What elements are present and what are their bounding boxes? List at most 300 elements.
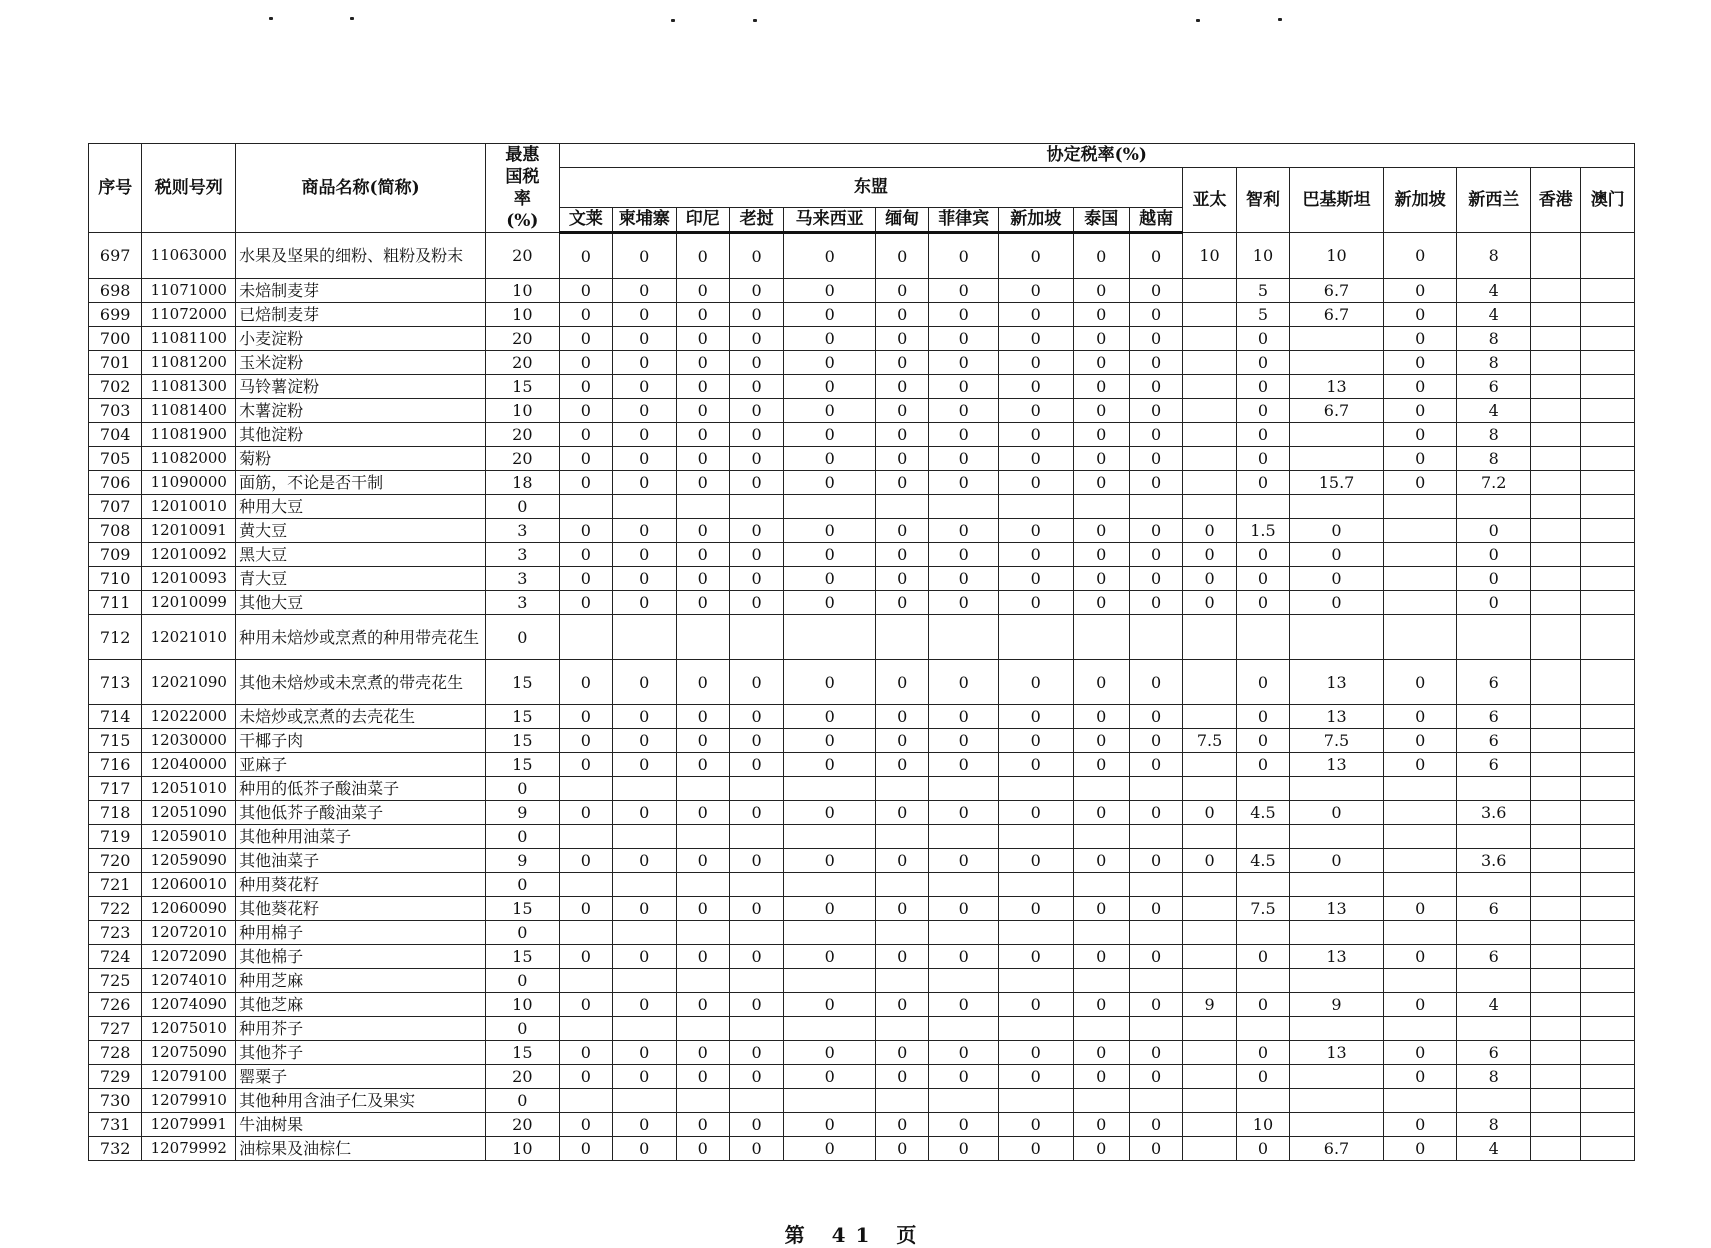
row-rate-cell: 0: [876, 705, 929, 729]
row-rate-cell: [1183, 1065, 1236, 1089]
page-number: 第 41 页: [784, 1223, 927, 1247]
row-rate-cell: [613, 1017, 676, 1041]
row-rate-cell: 0: [1073, 375, 1129, 399]
row-rate-cell: 0: [613, 729, 676, 753]
row-rate-cell: 0: [676, 1113, 729, 1137]
row-rate-cell: [1183, 279, 1236, 303]
row-rate-cell: [1531, 447, 1581, 471]
row-rate-cell: 4: [1457, 1137, 1531, 1161]
row-name: 种用的低芥子酸油菜子: [236, 777, 486, 801]
row-rate-cell: 0: [1290, 801, 1384, 825]
row-rate-cell: 0: [1129, 375, 1182, 399]
row-rate-cell: 0: [676, 233, 729, 279]
row-rate-cell: 0: [676, 753, 729, 777]
row-seq: 719: [89, 825, 142, 849]
row-rate-cell: 0: [929, 375, 999, 399]
row-seq: 731: [89, 1113, 142, 1137]
row-rate-cell: [1183, 327, 1236, 351]
row-rate-cell: [784, 495, 876, 519]
row-name: 马铃薯淀粉: [236, 375, 486, 399]
row-rate-cell: 0: [784, 1065, 876, 1089]
row-rate-cell: 0: [784, 1041, 876, 1065]
row-rate-cell: 0: [676, 519, 729, 543]
row-rate-cell: 0: [998, 233, 1073, 279]
row-rate-cell: 0: [784, 660, 876, 705]
row-mfn: 10: [486, 399, 560, 423]
row-rate-cell: 0: [729, 351, 783, 375]
row-rate-cell: 0: [1236, 471, 1289, 495]
table-row: [89, 1041, 1635, 1065]
row-rate-cell: [1383, 1017, 1457, 1041]
row-rate-cell: 0: [1073, 543, 1129, 567]
row-rate-cell: 0: [1129, 660, 1182, 705]
row-code: 12074090: [142, 993, 236, 1017]
row-code: 11072000: [142, 303, 236, 327]
row-rate-cell: [1581, 519, 1635, 543]
row-rate-cell: 13: [1290, 753, 1384, 777]
row-rate-cell: [1581, 1017, 1635, 1041]
row-rate-cell: 0: [1129, 327, 1182, 351]
row-rate-cell: 0: [1183, 849, 1236, 873]
row-rate-cell: 0: [929, 351, 999, 375]
row-rate-cell: 0: [676, 1137, 729, 1161]
row-rate-cell: 0: [559, 1137, 612, 1161]
row-rate-cell: 0: [1073, 591, 1129, 615]
row-rate-cell: 0: [876, 897, 929, 921]
row-rate-cell: 0: [1383, 375, 1457, 399]
row-rate-cell: [1531, 873, 1581, 897]
row-rate-cell: 0: [876, 233, 929, 279]
scan-speck: [671, 19, 675, 22]
row-rate-cell: 0: [1073, 327, 1129, 351]
row-rate-cell: 0: [876, 729, 929, 753]
row-name: 种用未焙炒或烹煮的种用带壳花生: [236, 615, 486, 660]
header-other-col: 巴基斯坦: [1290, 168, 1384, 233]
row-rate-cell: 0: [559, 519, 612, 543]
table-body: [89, 233, 1635, 1161]
tariff-table: [88, 143, 1635, 1161]
row-rate-cell: 0: [929, 993, 999, 1017]
row-rate-cell: 0: [1236, 945, 1289, 969]
row-rate-cell: [1581, 849, 1635, 873]
row-code: 12030000: [142, 729, 236, 753]
row-rate-cell: [1531, 660, 1581, 705]
header-asean-country: 新加坡: [998, 208, 1073, 233]
table-row: [89, 1065, 1635, 1089]
row-rate-cell: 0: [998, 660, 1073, 705]
row-rate-cell: [876, 921, 929, 945]
row-rate-cell: [876, 1017, 929, 1041]
row-rate-cell: 0: [729, 1041, 783, 1065]
row-rate-cell: 0: [876, 1137, 929, 1161]
row-code: 12075090: [142, 1041, 236, 1065]
row-rate-cell: 0: [1129, 423, 1182, 447]
row-rate-cell: 6: [1457, 753, 1531, 777]
row-rate-cell: [876, 969, 929, 993]
row-seq: 708: [89, 519, 142, 543]
row-rate-cell: [998, 1089, 1073, 1113]
row-rate-cell: [1236, 1017, 1289, 1041]
row-rate-cell: 0: [1073, 729, 1129, 753]
row-rate-cell: [1290, 969, 1384, 993]
row-rate-cell: 0: [676, 1041, 729, 1065]
row-rate-cell: 0: [1383, 729, 1457, 753]
table-row: [89, 729, 1635, 753]
row-rate-cell: 0: [613, 660, 676, 705]
row-rate-cell: 0: [613, 567, 676, 591]
row-rate-cell: [1531, 705, 1581, 729]
row-mfn: 18: [486, 471, 560, 495]
row-rate-cell: 0: [1073, 423, 1129, 447]
row-rate-cell: 0: [676, 567, 729, 591]
row-rate-cell: 0: [998, 729, 1073, 753]
row-rate-cell: [1581, 801, 1635, 825]
row-rate-cell: [1457, 921, 1531, 945]
row-mfn: 15: [486, 753, 560, 777]
row-rate-cell: 0: [876, 1113, 929, 1137]
row-rate-cell: [1383, 1089, 1457, 1113]
row-rate-cell: 0: [729, 471, 783, 495]
table-row: [89, 945, 1635, 969]
row-rate-cell: [1236, 495, 1289, 519]
table-row: [89, 897, 1635, 921]
row-rate-cell: 0: [613, 993, 676, 1017]
row-rate-cell: [559, 615, 612, 660]
table-row: [89, 801, 1635, 825]
table-row: [89, 567, 1635, 591]
row-mfn: 10: [486, 993, 560, 1017]
scan-speck: [753, 19, 757, 22]
row-rate-cell: [1383, 543, 1457, 567]
row-code: 12060090: [142, 897, 236, 921]
row-rate-cell: 0: [559, 849, 612, 873]
row-seq: 710: [89, 567, 142, 591]
row-rate-cell: 0: [1236, 1137, 1289, 1161]
row-rate-cell: [998, 873, 1073, 897]
row-rate-cell: 0: [676, 327, 729, 351]
row-rate-cell: [1183, 447, 1236, 471]
row-rate-cell: [784, 1017, 876, 1041]
tariff-table-container: [88, 143, 1635, 1161]
row-name: 小麦淀粉: [236, 327, 486, 351]
row-rate-cell: [1581, 825, 1635, 849]
row-rate-cell: 0: [559, 1065, 612, 1089]
row-rate-cell: 0: [1383, 993, 1457, 1017]
row-code: 12022000: [142, 705, 236, 729]
table-row: [89, 969, 1635, 993]
row-rate-cell: 0: [1236, 423, 1289, 447]
row-name: 牛油树果: [236, 1113, 486, 1137]
row-mfn: 20: [486, 1113, 560, 1137]
row-rate-cell: [613, 777, 676, 801]
row-rate-cell: [729, 1017, 783, 1041]
row-rate-cell: 13: [1290, 1041, 1384, 1065]
row-mfn: 10: [486, 279, 560, 303]
row-rate-cell: 0: [676, 897, 729, 921]
row-rate-cell: [1531, 729, 1581, 753]
row-rate-cell: 0: [1129, 729, 1182, 753]
row-rate-cell: 0: [876, 327, 929, 351]
row-seq: 706: [89, 471, 142, 495]
row-code: 11063000: [142, 233, 236, 279]
table-row: [89, 351, 1635, 375]
row-rate-cell: 0: [729, 447, 783, 471]
row-rate-cell: 0: [998, 567, 1073, 591]
row-rate-cell: [1531, 1065, 1581, 1089]
row-rate-cell: 0: [929, 801, 999, 825]
row-rate-cell: 0: [1290, 591, 1384, 615]
row-rate-cell: [1581, 327, 1635, 351]
row-seq: 703: [89, 399, 142, 423]
row-rate-cell: 0: [929, 399, 999, 423]
row-rate-cell: 0: [784, 543, 876, 567]
row-rate-cell: 0: [1290, 849, 1384, 873]
row-mfn: 0: [486, 615, 560, 660]
row-rate-cell: 0: [784, 447, 876, 471]
row-rate-cell: 0: [929, 591, 999, 615]
row-rate-cell: 0: [1073, 279, 1129, 303]
row-name: 菊粉: [236, 447, 486, 471]
row-rate-cell: 0: [998, 471, 1073, 495]
header-asean-country: 文莱: [559, 208, 612, 233]
row-rate-cell: 0: [998, 303, 1073, 327]
row-rate-cell: 10: [1236, 1113, 1289, 1137]
row-rate-cell: 0: [1129, 591, 1182, 615]
row-rate-cell: 0: [929, 660, 999, 705]
table-row: [89, 873, 1635, 897]
header-asean-country: 柬埔寨: [613, 208, 676, 233]
row-mfn: 0: [486, 873, 560, 897]
row-rate-cell: [1183, 1113, 1236, 1137]
row-rate-cell: 0: [998, 591, 1073, 615]
row-code: 12059010: [142, 825, 236, 849]
row-rate-cell: [1183, 705, 1236, 729]
row-rate-cell: 0: [784, 993, 876, 1017]
row-rate-cell: 0: [1129, 1137, 1182, 1161]
row-rate-cell: 0: [676, 447, 729, 471]
row-rate-cell: [1183, 399, 1236, 423]
row-rate-cell: 0: [1073, 897, 1129, 921]
row-rate-cell: [1531, 423, 1581, 447]
row-rate-cell: 0: [998, 897, 1073, 921]
row-rate-cell: [1383, 921, 1457, 945]
row-rate-cell: 6: [1457, 660, 1531, 705]
row-rate-cell: [929, 495, 999, 519]
row-seq: 697: [89, 233, 142, 279]
header-mfn: [486, 144, 560, 233]
row-code: 11090000: [142, 471, 236, 495]
row-rate-cell: [1531, 567, 1581, 591]
row-rate-cell: 0: [729, 591, 783, 615]
row-rate-cell: [1383, 567, 1457, 591]
row-rate-cell: [1183, 825, 1236, 849]
row-rate-cell: 0: [676, 705, 729, 729]
table-row: [89, 921, 1635, 945]
table-row: [89, 753, 1635, 777]
row-rate-cell: 6.7: [1290, 279, 1384, 303]
row-mfn: 9: [486, 849, 560, 873]
row-rate-cell: 0: [1236, 753, 1289, 777]
row-mfn: 10: [486, 1137, 560, 1161]
row-rate-cell: [1581, 921, 1635, 945]
row-rate-cell: 0: [1383, 279, 1457, 303]
row-rate-cell: 0: [729, 993, 783, 1017]
row-rate-cell: 8: [1457, 233, 1531, 279]
row-rate-cell: 0: [1383, 399, 1457, 423]
header-other-col: 澳门: [1581, 168, 1635, 233]
row-rate-cell: [1073, 1089, 1129, 1113]
row-rate-cell: [1183, 303, 1236, 327]
row-rate-cell: [1531, 897, 1581, 921]
row-rate-cell: 0: [613, 399, 676, 423]
row-rate-cell: 0: [784, 423, 876, 447]
row-rate-cell: 0: [729, 519, 783, 543]
row-rate-cell: 7.5: [1290, 729, 1384, 753]
row-rate-cell: 0: [876, 753, 929, 777]
row-rate-cell: [1531, 993, 1581, 1017]
row-rate-cell: [1290, 447, 1384, 471]
row-rate-cell: 0: [1457, 519, 1531, 543]
row-rate-cell: 0: [1073, 801, 1129, 825]
row-mfn: 0: [486, 969, 560, 993]
row-rate-cell: 7.5: [1183, 729, 1236, 753]
row-rate-cell: 0: [784, 399, 876, 423]
row-rate-cell: [1236, 777, 1289, 801]
row-code: 11081200: [142, 351, 236, 375]
row-rate-cell: 0: [729, 897, 783, 921]
row-rate-cell: 0: [676, 660, 729, 705]
row-rate-cell: 0: [613, 543, 676, 567]
row-code: 11081400: [142, 399, 236, 423]
row-rate-cell: 0: [613, 1137, 676, 1161]
row-seq: 714: [89, 705, 142, 729]
row-rate-cell: 0: [1129, 705, 1182, 729]
row-rate-cell: [1073, 921, 1129, 945]
row-name: 水果及坚果的细粉、粗粉及粉末: [236, 233, 486, 279]
row-rate-cell: [1236, 921, 1289, 945]
row-rate-cell: 0: [998, 945, 1073, 969]
row-rate-cell: [1183, 921, 1236, 945]
row-rate-cell: 0: [676, 471, 729, 495]
row-rate-cell: 0: [676, 1065, 729, 1089]
row-rate-cell: 0: [676, 945, 729, 969]
row-rate-cell: 0: [1383, 1137, 1457, 1161]
row-rate-cell: 6: [1457, 375, 1531, 399]
row-name: 未焙制麦芽: [236, 279, 486, 303]
row-rate-cell: 0: [998, 543, 1073, 567]
table-row: [89, 615, 1635, 660]
row-mfn: 15: [486, 660, 560, 705]
row-name: 黄大豆: [236, 519, 486, 543]
row-name: 其他未焙炒或未烹煮的带壳花生: [236, 660, 486, 705]
row-rate-cell: [1581, 753, 1635, 777]
row-code: 12072010: [142, 921, 236, 945]
row-seq: 716: [89, 753, 142, 777]
row-rate-cell: 0: [876, 660, 929, 705]
row-rate-cell: 0: [559, 351, 612, 375]
header-other-col: 新加坡: [1383, 168, 1457, 233]
row-rate-cell: 0: [929, 233, 999, 279]
row-rate-cell: [929, 921, 999, 945]
row-rate-cell: 15.7: [1290, 471, 1384, 495]
row-code: 12010099: [142, 591, 236, 615]
row-rate-cell: 0: [998, 399, 1073, 423]
header-asean-country: 缅甸: [876, 208, 929, 233]
row-rate-cell: [1183, 660, 1236, 705]
table-row: [89, 233, 1635, 279]
row-rate-cell: 0: [1457, 543, 1531, 567]
row-rate-cell: [1129, 969, 1182, 993]
row-code: 12059090: [142, 849, 236, 873]
header-agreement: 协定税率(%): [559, 144, 1634, 168]
row-seq: 728: [89, 1041, 142, 1065]
row-rate-cell: [929, 1017, 999, 1041]
row-rate-cell: 0: [729, 233, 783, 279]
row-rate-cell: 0: [876, 1041, 929, 1065]
row-rate-cell: 7.5: [1236, 897, 1289, 921]
row-rate-cell: [676, 873, 729, 897]
row-code: 12079992: [142, 1137, 236, 1161]
row-rate-cell: 0: [729, 945, 783, 969]
row-rate-cell: [1073, 1017, 1129, 1041]
row-rate-cell: 0: [784, 279, 876, 303]
row-rate-cell: 8: [1457, 447, 1531, 471]
row-rate-cell: 8: [1457, 423, 1531, 447]
row-rate-cell: [876, 873, 929, 897]
row-code: 12060010: [142, 873, 236, 897]
row-rate-cell: [1581, 279, 1635, 303]
row-rate-cell: 0: [676, 423, 729, 447]
row-rate-cell: [929, 825, 999, 849]
row-rate-cell: [729, 969, 783, 993]
row-rate-cell: 0: [613, 1065, 676, 1089]
row-rate-cell: [1581, 233, 1635, 279]
row-rate-cell: 5: [1236, 303, 1289, 327]
row-rate-cell: [729, 921, 783, 945]
row-rate-cell: [676, 969, 729, 993]
row-rate-cell: 0: [729, 753, 783, 777]
row-seq: 718: [89, 801, 142, 825]
row-rate-cell: 0: [1383, 660, 1457, 705]
table-row: [89, 279, 1635, 303]
row-rate-cell: 0: [1129, 753, 1182, 777]
row-rate-cell: [1073, 873, 1129, 897]
row-rate-cell: [1183, 897, 1236, 921]
row-name: 亚麻子: [236, 753, 486, 777]
row-rate-cell: 0: [1073, 519, 1129, 543]
table-row: [89, 1113, 1635, 1137]
row-rate-cell: 0: [613, 303, 676, 327]
row-rate-cell: 0: [784, 567, 876, 591]
row-rate-cell: 0: [729, 1065, 783, 1089]
row-rate-cell: 4.5: [1236, 849, 1289, 873]
row-rate-cell: 0: [1457, 567, 1531, 591]
row-rate-cell: 0: [929, 279, 999, 303]
row-rate-cell: [729, 777, 783, 801]
row-rate-cell: 0: [613, 591, 676, 615]
header-asean-country: 老挝: [729, 208, 783, 233]
row-rate-cell: 0: [998, 993, 1073, 1017]
row-rate-cell: [1129, 873, 1182, 897]
row-seq: 720: [89, 849, 142, 873]
row-rate-cell: [1290, 351, 1384, 375]
row-rate-cell: 0: [1183, 567, 1236, 591]
row-code: 12010092: [142, 543, 236, 567]
row-rate-cell: 0: [784, 303, 876, 327]
header-asean-country: 越南: [1129, 208, 1182, 233]
table-row: [89, 327, 1635, 351]
table-row: [89, 447, 1635, 471]
